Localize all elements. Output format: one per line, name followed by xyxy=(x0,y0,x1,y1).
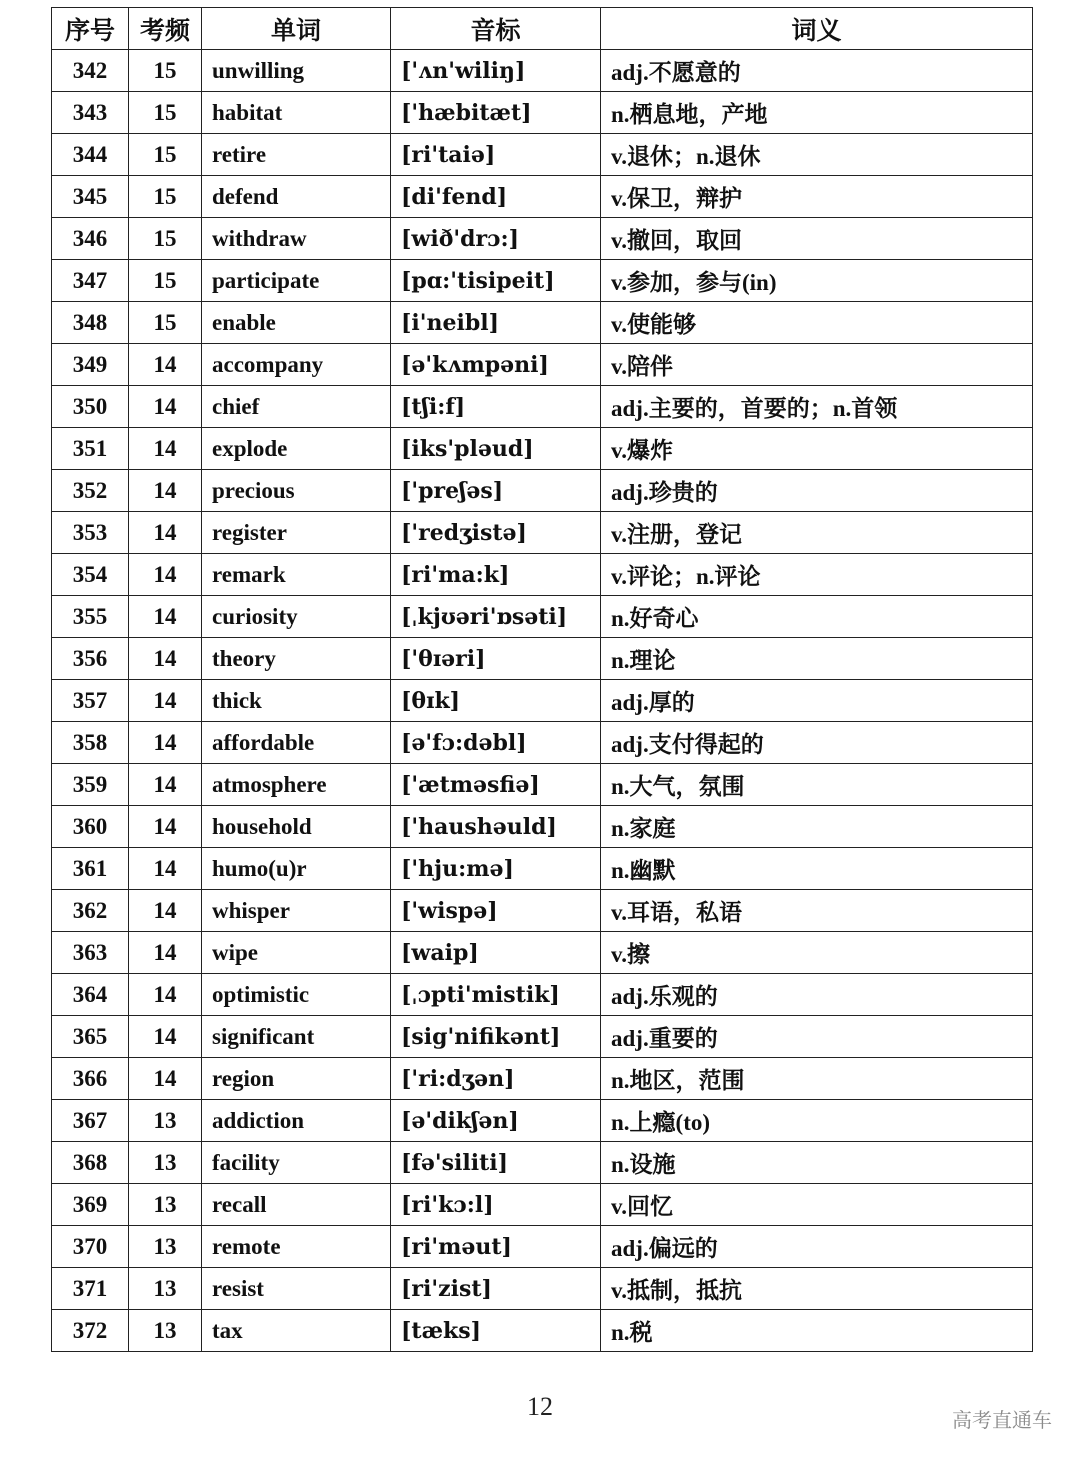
cell-serial: 348 xyxy=(52,302,129,344)
cell-phonetic: [ri'zist] xyxy=(391,1268,601,1310)
cell-phonetic: [ə'kʌmpəni] xyxy=(391,344,601,386)
table-row xyxy=(52,1268,1033,1310)
cell-meaning: v.退休；n.退休 xyxy=(601,134,1033,176)
cell-frequency: 14 xyxy=(129,554,202,596)
cell-phonetic: [waip] xyxy=(391,932,601,974)
table-row xyxy=(52,386,1033,428)
cell-phonetic: ['haushəuld] xyxy=(391,806,601,848)
cell-phonetic: [tʃi:f] xyxy=(391,386,601,428)
table-row xyxy=(52,134,1033,176)
cell-serial: 356 xyxy=(52,638,129,680)
table-row xyxy=(52,932,1033,974)
cell-frequency: 14 xyxy=(129,1016,202,1058)
cell-word: affordable xyxy=(202,722,391,764)
cell-serial: 367 xyxy=(52,1100,129,1142)
table-row xyxy=(52,554,1033,596)
cell-frequency: 14 xyxy=(129,806,202,848)
cell-word: region xyxy=(202,1058,391,1100)
cell-serial: 359 xyxy=(52,764,129,806)
cell-frequency: 13 xyxy=(129,1100,202,1142)
cell-phonetic: ['hæbitæt] xyxy=(391,92,601,134)
cell-frequency: 14 xyxy=(129,764,202,806)
cell-word: resist xyxy=(202,1268,391,1310)
cell-word: recall xyxy=(202,1184,391,1226)
cell-word: enable xyxy=(202,302,391,344)
cell-serial: 368 xyxy=(52,1142,129,1184)
cell-meaning: v.回忆 xyxy=(601,1184,1033,1226)
cell-phonetic: ['redʒistə] xyxy=(391,512,601,554)
table-row xyxy=(52,92,1033,134)
cell-word: unwilling xyxy=(202,50,391,92)
cell-phonetic: ['ri:dʒən] xyxy=(391,1058,601,1100)
cell-frequency: 15 xyxy=(129,260,202,302)
cell-serial: 353 xyxy=(52,512,129,554)
header-word: 单词 xyxy=(202,8,391,50)
cell-phonetic: [ri'kɔ:l] xyxy=(391,1184,601,1226)
cell-word: remark xyxy=(202,554,391,596)
cell-frequency: 14 xyxy=(129,638,202,680)
cell-phonetic: [ə'dikʃən] xyxy=(391,1100,601,1142)
cell-phonetic: [ə'fɔ:dəbl] xyxy=(391,722,601,764)
cell-meaning: adj.重要的 xyxy=(601,1016,1033,1058)
cell-meaning: v.撤回，取回 xyxy=(601,218,1033,260)
cell-meaning: n.栖息地，产地 xyxy=(601,92,1033,134)
cell-serial: 357 xyxy=(52,680,129,722)
cell-meaning: v.擦 xyxy=(601,932,1033,974)
cell-serial: 352 xyxy=(52,470,129,512)
cell-word: addiction xyxy=(202,1100,391,1142)
table-row xyxy=(52,1310,1033,1352)
table-row xyxy=(52,1142,1033,1184)
header-phonetic: 音标 xyxy=(391,8,601,50)
cell-meaning: n.好奇心 xyxy=(601,596,1033,638)
cell-word: humo(u)r xyxy=(202,848,391,890)
cell-frequency: 15 xyxy=(129,50,202,92)
table-row xyxy=(52,1016,1033,1058)
cell-meaning: v.陪伴 xyxy=(601,344,1033,386)
cell-meaning: v.评论；n.评论 xyxy=(601,554,1033,596)
cell-phonetic: [pɑ:'tisipeit] xyxy=(391,260,601,302)
table-row xyxy=(52,260,1033,302)
table-row xyxy=(52,512,1033,554)
cell-meaning: n.地区，范围 xyxy=(601,1058,1033,1100)
cell-frequency: 14 xyxy=(129,344,202,386)
cell-frequency: 13 xyxy=(129,1268,202,1310)
cell-phonetic: ['ʌn'wiliŋ] xyxy=(391,50,601,92)
cell-meaning: v.抵制，抵抗 xyxy=(601,1268,1033,1310)
table-row xyxy=(52,974,1033,1016)
cell-frequency: 13 xyxy=(129,1184,202,1226)
cell-word: optimistic xyxy=(202,974,391,1016)
cell-phonetic: [wið'drɔ:] xyxy=(391,218,601,260)
header-serial: 序号 xyxy=(52,8,129,50)
cell-meaning: n.设施 xyxy=(601,1142,1033,1184)
table-row xyxy=(52,764,1033,806)
cell-serial: 347 xyxy=(52,260,129,302)
table-row xyxy=(52,344,1033,386)
table-row xyxy=(52,428,1033,470)
cell-phonetic: ['wispə] xyxy=(391,890,601,932)
table-row xyxy=(52,50,1033,92)
table-row xyxy=(52,680,1033,722)
cell-frequency: 13 xyxy=(129,1310,202,1352)
cell-serial: 355 xyxy=(52,596,129,638)
cell-meaning: v.耳语，私语 xyxy=(601,890,1033,932)
cell-meaning: n.上瘾(to) xyxy=(601,1100,1033,1142)
cell-frequency: 13 xyxy=(129,1142,202,1184)
cell-word: thick xyxy=(202,680,391,722)
cell-serial: 369 xyxy=(52,1184,129,1226)
table-row xyxy=(52,1226,1033,1268)
table-row xyxy=(52,1184,1033,1226)
watermark: 高考直通车 xyxy=(952,1408,1052,1432)
cell-meaning: adj.偏远的 xyxy=(601,1226,1033,1268)
table-row xyxy=(52,806,1033,848)
table-row xyxy=(52,218,1033,260)
cell-meaning: n.幽默 xyxy=(601,848,1033,890)
cell-frequency: 14 xyxy=(129,386,202,428)
cell-phonetic: ['ætməsfiə] xyxy=(391,764,601,806)
cell-serial: 360 xyxy=(52,806,129,848)
cell-serial: 364 xyxy=(52,974,129,1016)
cell-phonetic: ['hju:mə] xyxy=(391,848,601,890)
cell-meaning: n.税 xyxy=(601,1310,1033,1352)
cell-word: retire xyxy=(202,134,391,176)
cell-meaning: v.注册，登记 xyxy=(601,512,1033,554)
cell-frequency: 14 xyxy=(129,932,202,974)
cell-serial: 363 xyxy=(52,932,129,974)
cell-phonetic: [ri'taiə] xyxy=(391,134,601,176)
cell-meaning: v.保卫，辩护 xyxy=(601,176,1033,218)
cell-phonetic: [ri'ma:k] xyxy=(391,554,601,596)
table-row xyxy=(52,848,1033,890)
cell-phonetic: [ˌkjʊəri'ɒsəti] xyxy=(391,596,601,638)
table-row xyxy=(52,176,1033,218)
cell-serial: 354 xyxy=(52,554,129,596)
cell-serial: 366 xyxy=(52,1058,129,1100)
cell-serial: 342 xyxy=(52,50,129,92)
cell-frequency: 14 xyxy=(129,848,202,890)
table-row xyxy=(52,596,1033,638)
cell-meaning: adj.珍贵的 xyxy=(601,470,1033,512)
table-row xyxy=(52,470,1033,512)
cell-word: register xyxy=(202,512,391,554)
cell-serial: 372 xyxy=(52,1310,129,1352)
table-row xyxy=(52,890,1033,932)
cell-frequency: 15 xyxy=(129,218,202,260)
cell-meaning: v.参加，参与(in) xyxy=(601,260,1033,302)
cell-phonetic: [fə'siliti] xyxy=(391,1142,601,1184)
cell-word: remote xyxy=(202,1226,391,1268)
cell-word: withdraw xyxy=(202,218,391,260)
cell-word: significant xyxy=(202,1016,391,1058)
cell-word: household xyxy=(202,806,391,848)
cell-serial: 344 xyxy=(52,134,129,176)
table-body xyxy=(52,50,1033,1352)
cell-word: accompany xyxy=(202,344,391,386)
cell-frequency: 14 xyxy=(129,1058,202,1100)
table-row xyxy=(52,1100,1033,1142)
cell-meaning: adj.乐观的 xyxy=(601,974,1033,1016)
cell-frequency: 14 xyxy=(129,890,202,932)
page-number: 12 xyxy=(527,1392,553,1421)
cell-meaning: adj.支付得起的 xyxy=(601,722,1033,764)
cell-phonetic: [iks'pləud] xyxy=(391,428,601,470)
cell-meaning: n.家庭 xyxy=(601,806,1033,848)
cell-phonetic: [tæks] xyxy=(391,1310,601,1352)
cell-serial: 345 xyxy=(52,176,129,218)
cell-word: defend xyxy=(202,176,391,218)
cell-meaning: adj.厚的 xyxy=(601,680,1033,722)
cell-phonetic: [sig'nifikənt] xyxy=(391,1016,601,1058)
cell-word: participate xyxy=(202,260,391,302)
cell-frequency: 15 xyxy=(129,134,202,176)
cell-serial: 358 xyxy=(52,722,129,764)
cell-phonetic: [ˌɔpti'mistik] xyxy=(391,974,601,1016)
cell-word: chief xyxy=(202,386,391,428)
cell-phonetic: [θɪk] xyxy=(391,680,601,722)
cell-word: theory xyxy=(202,638,391,680)
cell-phonetic: [di'fend] xyxy=(391,176,601,218)
cell-serial: 361 xyxy=(52,848,129,890)
cell-word: wipe xyxy=(202,932,391,974)
cell-frequency: 13 xyxy=(129,1226,202,1268)
table-row xyxy=(52,1058,1033,1100)
vocab-table xyxy=(51,7,1033,1352)
header-meaning: 词义 xyxy=(601,8,1033,50)
cell-word: whisper xyxy=(202,890,391,932)
cell-serial: 343 xyxy=(52,92,129,134)
cell-frequency: 15 xyxy=(129,176,202,218)
table-row xyxy=(52,302,1033,344)
cell-phonetic: [i'neibl] xyxy=(391,302,601,344)
cell-frequency: 15 xyxy=(129,92,202,134)
cell-serial: 351 xyxy=(52,428,129,470)
cell-meaning: n.大气，氛围 xyxy=(601,764,1033,806)
cell-word: precious xyxy=(202,470,391,512)
cell-frequency: 14 xyxy=(129,512,202,554)
cell-frequency: 14 xyxy=(129,596,202,638)
cell-frequency: 14 xyxy=(129,428,202,470)
cell-serial: 350 xyxy=(52,386,129,428)
cell-phonetic: ['preʃəs] xyxy=(391,470,601,512)
cell-serial: 362 xyxy=(52,890,129,932)
cell-word: tax xyxy=(202,1310,391,1352)
cell-meaning: adj.不愿意的 xyxy=(601,50,1033,92)
table-header-row xyxy=(52,8,1033,50)
cell-meaning: v.爆炸 xyxy=(601,428,1033,470)
cell-meaning: adj.主要的，首要的；n.首领 xyxy=(601,386,1033,428)
table-row xyxy=(52,722,1033,764)
cell-meaning: v.使能够 xyxy=(601,302,1033,344)
cell-word: explode xyxy=(202,428,391,470)
header-frequency: 考频 xyxy=(129,8,202,50)
cell-phonetic: [ri'məut] xyxy=(391,1226,601,1268)
table-row xyxy=(52,638,1033,680)
cell-frequency: 14 xyxy=(129,680,202,722)
cell-frequency: 14 xyxy=(129,470,202,512)
cell-serial: 365 xyxy=(52,1016,129,1058)
cell-serial: 346 xyxy=(52,218,129,260)
cell-serial: 371 xyxy=(52,1268,129,1310)
cell-frequency: 14 xyxy=(129,722,202,764)
cell-frequency: 15 xyxy=(129,302,202,344)
cell-serial: 349 xyxy=(52,344,129,386)
cell-phonetic: ['θɪəri] xyxy=(391,638,601,680)
cell-word: atmosphere xyxy=(202,764,391,806)
cell-word: curiosity xyxy=(202,596,391,638)
cell-serial: 370 xyxy=(52,1226,129,1268)
cell-frequency: 14 xyxy=(129,974,202,1016)
cell-meaning: n.理论 xyxy=(601,638,1033,680)
cell-word: habitat xyxy=(202,92,391,134)
cell-word: facility xyxy=(202,1142,391,1184)
